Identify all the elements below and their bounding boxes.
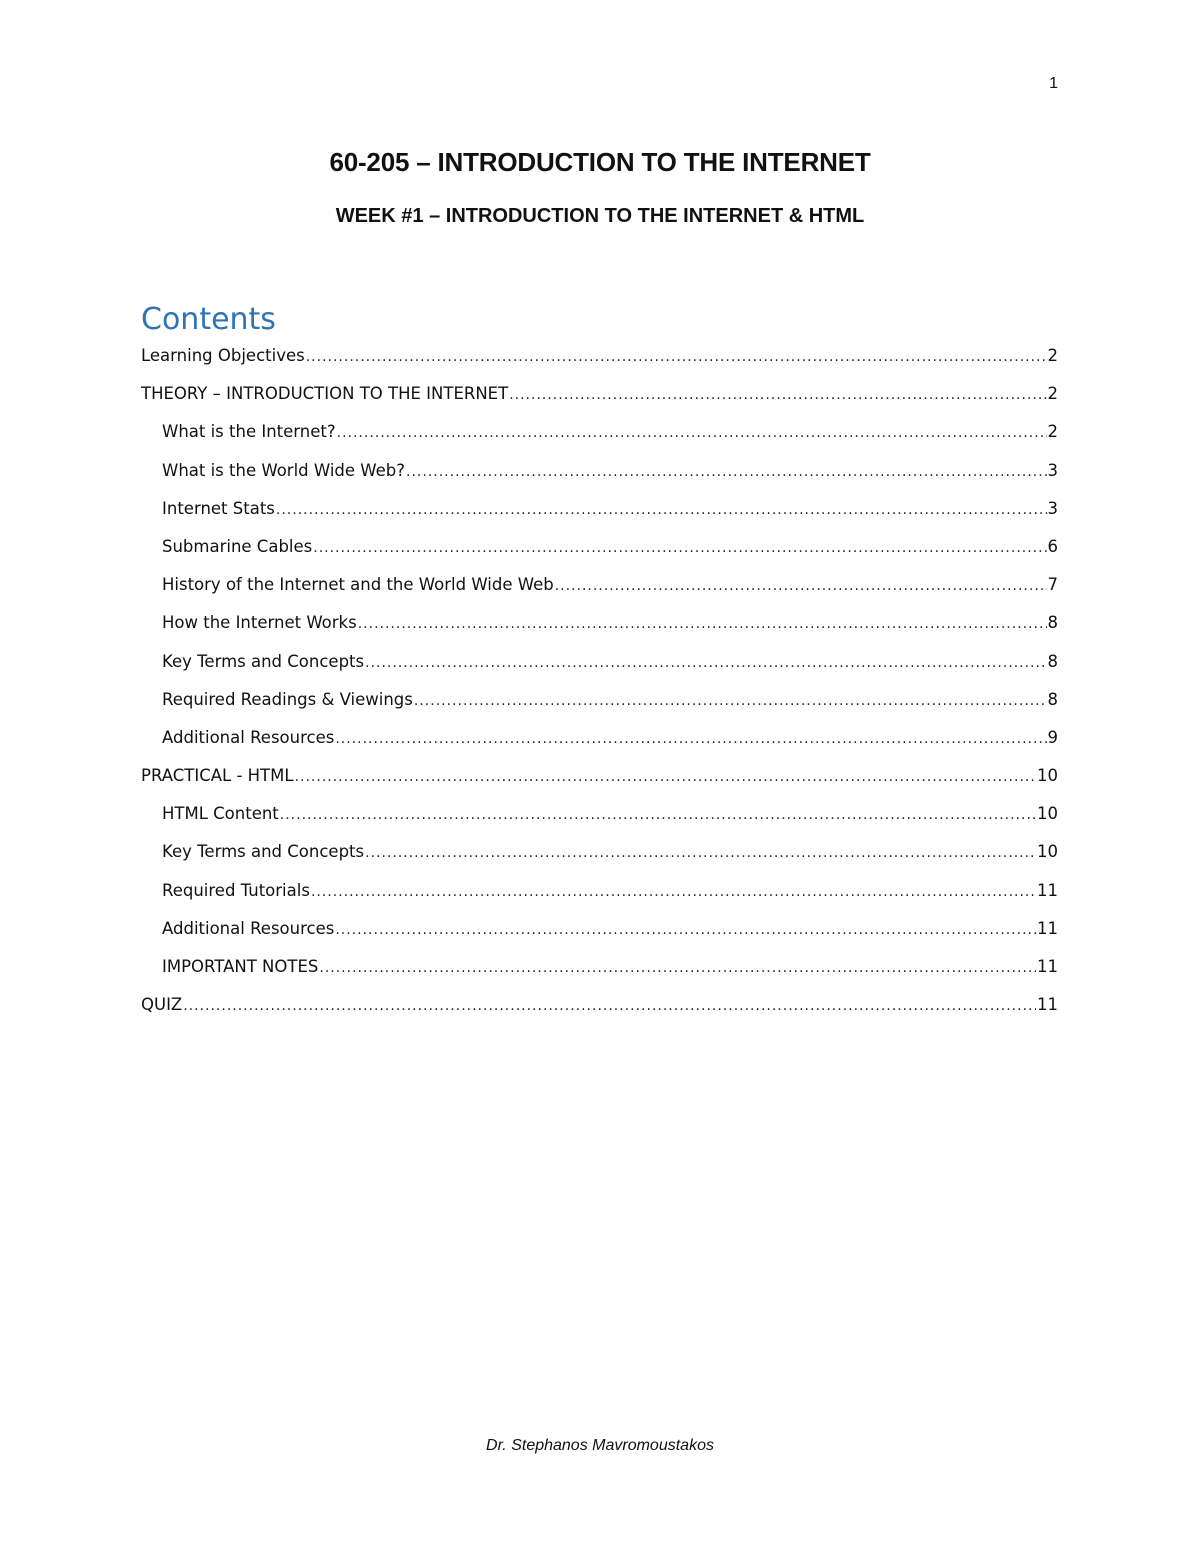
toc-entry-label: HTML Content <box>162 804 279 824</box>
toc-entry-label: QUIZ <box>141 995 183 1015</box>
toc-entry-page: 7 <box>1047 575 1058 595</box>
contents-heading: Contents <box>141 302 276 337</box>
toc-dot-leader <box>414 685 1047 717</box>
course-title: 60-205 – INTRODUCTION TO THE INTERNET <box>329 147 871 177</box>
toc-entry-page: 11 <box>1037 995 1058 1015</box>
toc-entry-page: 10 <box>1037 804 1058 824</box>
toc-entry-page: 2 <box>1047 384 1058 404</box>
toc-entry-page: 10 <box>1037 842 1058 862</box>
toc-entry-label: What is the Internet? <box>162 422 336 442</box>
toc-entry[interactable] <box>141 607 1058 645</box>
toc-entry-page: 9 <box>1047 727 1058 747</box>
toc-dot-leader <box>306 341 1047 373</box>
toc-entry[interactable] <box>141 836 1058 874</box>
toc-entry[interactable] <box>141 531 1058 569</box>
toc-dot-leader <box>295 761 1036 793</box>
toc-entry-label: Required Tutorials <box>162 880 310 900</box>
toc-entry[interactable] <box>141 684 1058 722</box>
toc-dot-leader <box>319 952 1036 984</box>
toc-entry[interactable] <box>141 646 1058 684</box>
toc-entry-label: History of the Internet and the World Wide Web <box>162 575 554 595</box>
toc-entry-page: 8 <box>1047 613 1058 633</box>
toc-entry-label: Internet Stats <box>162 498 275 518</box>
toc-entry-label: Additional Resources <box>162 918 335 938</box>
toc-dot-leader <box>313 532 1046 564</box>
toc-entry[interactable] <box>141 760 1058 798</box>
toc-dot-leader <box>280 799 1036 831</box>
toc-entry-page: 8 <box>1047 651 1058 671</box>
toc-entry[interactable] <box>141 569 1058 607</box>
toc-entry-label: Submarine Cables <box>162 536 313 556</box>
toc-entry-page: 3 <box>1047 498 1058 518</box>
toc-entry-label: How the Internet Works <box>162 613 357 633</box>
toc-entry-label: Required Readings & Viewings <box>162 689 413 709</box>
toc-dot-leader <box>406 456 1046 488</box>
toc-entry-page: 11 <box>1037 880 1058 900</box>
toc-entry-page: 2 <box>1047 346 1058 365</box>
toc-entry-label: What is the World Wide Web? <box>162 460 406 480</box>
toc-entry[interactable] <box>141 913 1058 951</box>
toc-entry[interactable] <box>141 340 1058 378</box>
toc-entry[interactable] <box>141 493 1058 531</box>
toc-dot-leader <box>335 723 1046 755</box>
toc-entry[interactable] <box>141 378 1058 416</box>
toc-entry-page: 2 <box>1047 422 1058 442</box>
toc-dot-leader <box>509 379 1046 411</box>
toc-entry-label: Additional Resources <box>162 727 335 747</box>
toc-entry-page: 10 <box>1037 766 1058 786</box>
toc-entry-label: Key Terms and Concepts <box>162 651 365 671</box>
toc-entry[interactable] <box>141 416 1058 454</box>
toc-entry-label: IMPORTANT NOTES <box>162 957 319 976</box>
toc-dot-leader <box>358 608 1047 640</box>
toc-dot-leader <box>335 914 1036 946</box>
toc-entry[interactable] <box>141 951 1058 989</box>
toc-entry[interactable] <box>141 875 1058 913</box>
toc-dot-leader <box>183 990 1036 1022</box>
toc-entry-label: PRACTICAL - HTML <box>141 766 294 786</box>
toc-entry-label: Learning Objectives <box>141 346 305 365</box>
toc-dot-leader <box>365 647 1046 679</box>
toc-entry-page: 11 <box>1037 918 1058 938</box>
toc-entry[interactable] <box>141 798 1058 836</box>
page-number: 1 <box>1049 75 1058 92</box>
toc-entry-page: 6 <box>1047 536 1058 556</box>
toc-entry[interactable] <box>141 722 1058 760</box>
toc-entry-label: Key Terms and Concepts <box>162 842 365 862</box>
week-title: WEEK #1 – INTRODUCTION TO THE INTERNET & HTML <box>335 205 865 227</box>
footer-author: Dr. Stephanos Mavromoustakos <box>486 1437 714 1454</box>
toc-entry-label: THEORY – INTRODUCTION TO THE INTERNET <box>141 384 509 404</box>
toc-entry[interactable] <box>141 989 1058 1027</box>
toc-entry-page: 3 <box>1047 460 1058 480</box>
toc-dot-leader <box>276 494 1047 526</box>
toc-entry-page: 8 <box>1047 689 1058 709</box>
toc-dot-leader <box>555 570 1047 602</box>
toc-dot-leader <box>311 876 1036 908</box>
table-of-contents <box>141 340 1058 1027</box>
toc-entry-page: 11 <box>1037 957 1058 976</box>
toc-entry[interactable] <box>141 455 1058 493</box>
toc-dot-leader <box>365 837 1036 869</box>
toc-dot-leader <box>337 417 1047 449</box>
